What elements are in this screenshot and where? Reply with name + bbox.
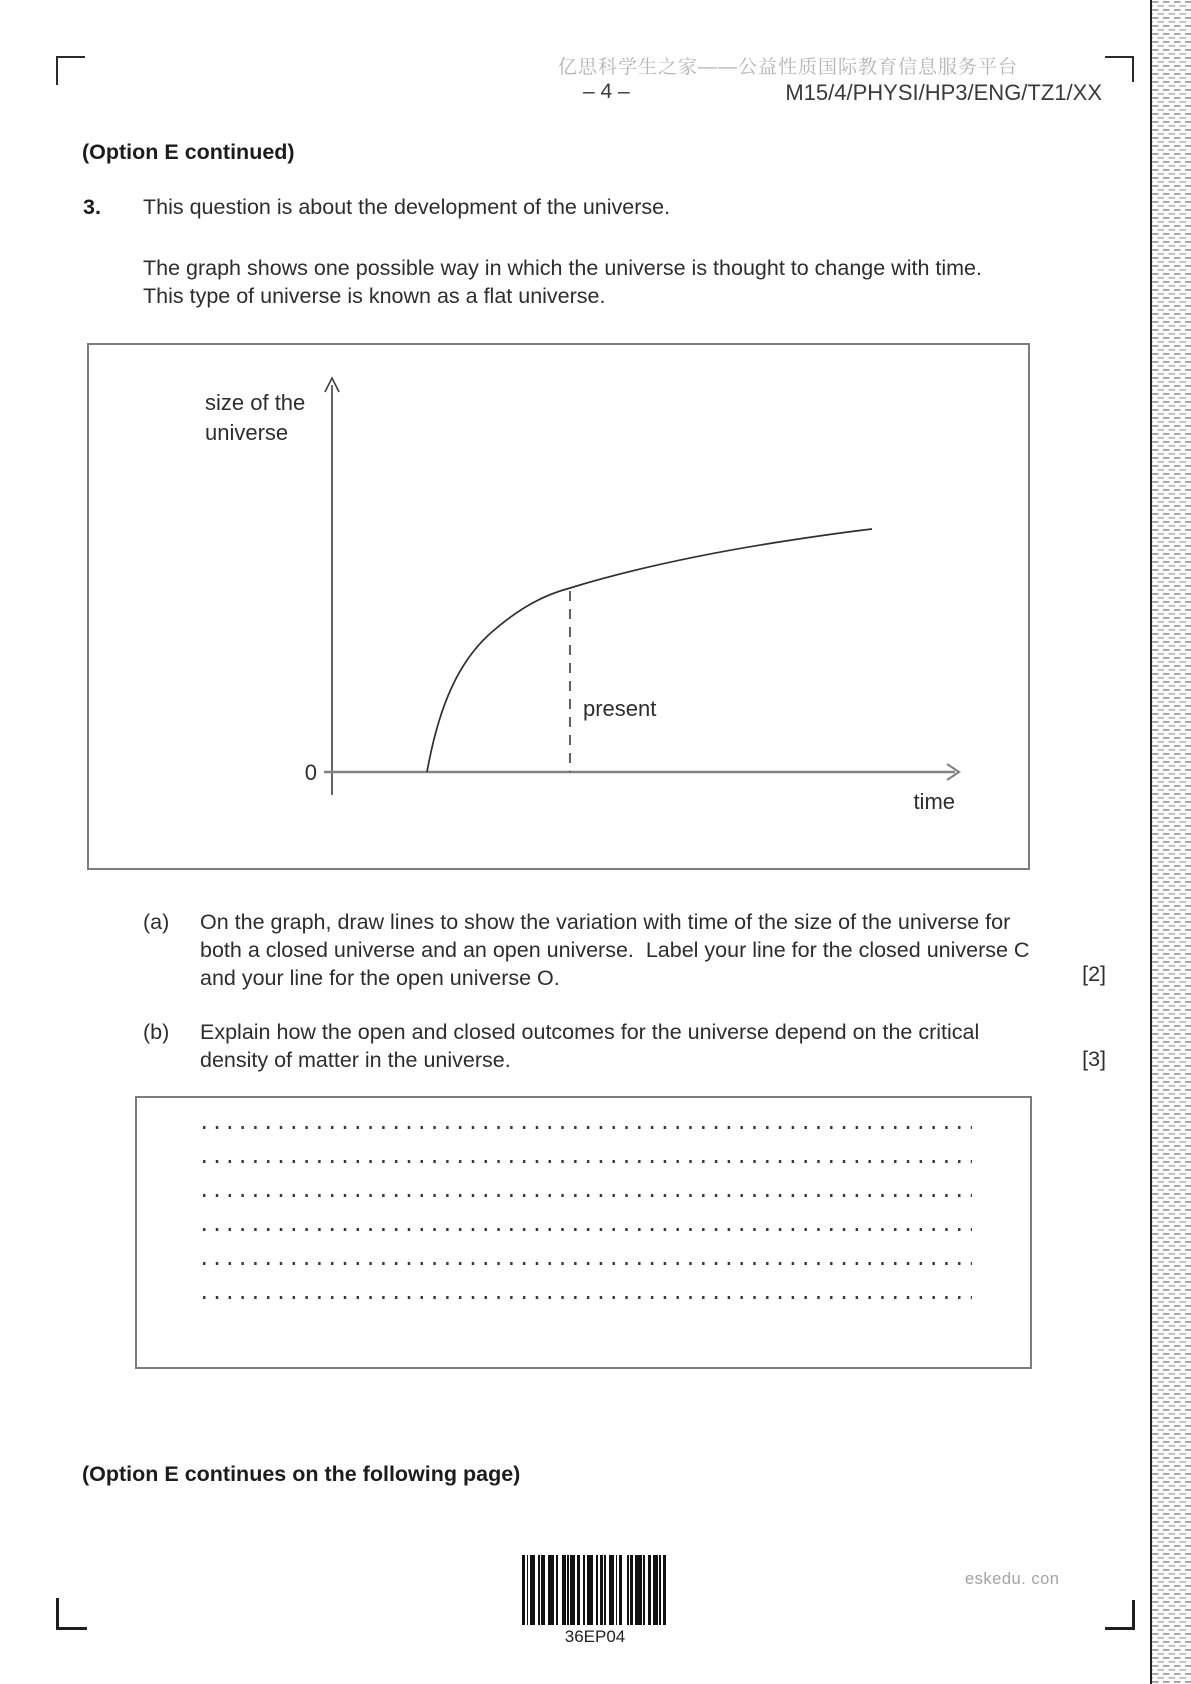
x-axis-label: time	[913, 789, 955, 814]
description-line-1: The graph shows one possible way in which the universe is thought to change with time.	[143, 256, 982, 280]
part-a-label: (a)	[143, 910, 170, 934]
answer-dotted-line	[203, 1160, 972, 1163]
crop-mark-top-right	[1105, 56, 1134, 82]
present-label: present	[583, 696, 657, 721]
part-b-line-1: Explain how the open and closed outcomes for the universe depend on the critical	[200, 1020, 980, 1044]
answer-dotted-line	[203, 1126, 972, 1129]
part-a-line-3: and your line for the open universe O.	[200, 966, 560, 990]
chinese-watermark: 亿思科学生之家——公益性质国际教育信息服务平台	[557, 57, 1018, 78]
part-a-marks: [2]	[1082, 962, 1106, 986]
page-number: – 4 –	[583, 80, 630, 103]
exam-code: M15/4/PHYSI/HP3/ENG/TZ1/XX	[785, 80, 1102, 105]
origin-label: 0	[304, 760, 317, 785]
universe-size-graph	[89, 345, 1028, 868]
answer-dotted-line	[203, 1296, 972, 1299]
answer-dotted-line	[203, 1194, 972, 1197]
page-edge-texture-strip	[1150, 0, 1191, 1684]
question-number: 3.	[83, 195, 101, 219]
part-b-text	[200, 1018, 979, 1074]
barcode-bar	[663, 1555, 666, 1625]
y-axis-label-line2: universe	[205, 420, 289, 445]
answer-box	[135, 1096, 1032, 1369]
part-b-line-2: density of matter in the universe.	[200, 1048, 511, 1072]
stipple-pattern	[1152, 0, 1191, 1684]
barcode	[522, 1555, 668, 1625]
section-heading: (Option E continued)	[82, 140, 295, 164]
site-watermark: eskedu. con	[965, 1570, 1060, 1588]
crop-mark-bottom-right	[1105, 1600, 1135, 1630]
flat-universe-curve	[427, 529, 872, 772]
answer-dotted-line	[203, 1228, 972, 1231]
part-b-label: (b)	[143, 1020, 170, 1044]
graph-figure	[87, 343, 1030, 870]
y-axis-label-line1: size of the	[205, 390, 306, 415]
crop-mark-bottom-left	[56, 1598, 87, 1630]
continuation-note: (Option E continues on the following page)	[82, 1462, 521, 1486]
part-a-line-2: both a closed universe and an open universe. Label your line for the closed universe C	[200, 938, 1030, 962]
answer-dotted-line	[203, 1262, 972, 1265]
question-description	[143, 254, 982, 310]
question-intro: This question is about the development of the universe.	[143, 195, 671, 219]
barcode-text: 36EP04	[564, 1627, 626, 1646]
answer-lines	[203, 1126, 972, 1330]
part-b-marks: [3]	[1082, 1047, 1106, 1071]
crop-mark-top-left	[56, 56, 85, 85]
description-line-2: This type of universe is known as a flat universe.	[143, 284, 606, 308]
part-a-line-1: On the graph, draw lines to show the variation with time of the size of the universe for	[200, 910, 1011, 934]
part-a-text	[200, 908, 1029, 992]
